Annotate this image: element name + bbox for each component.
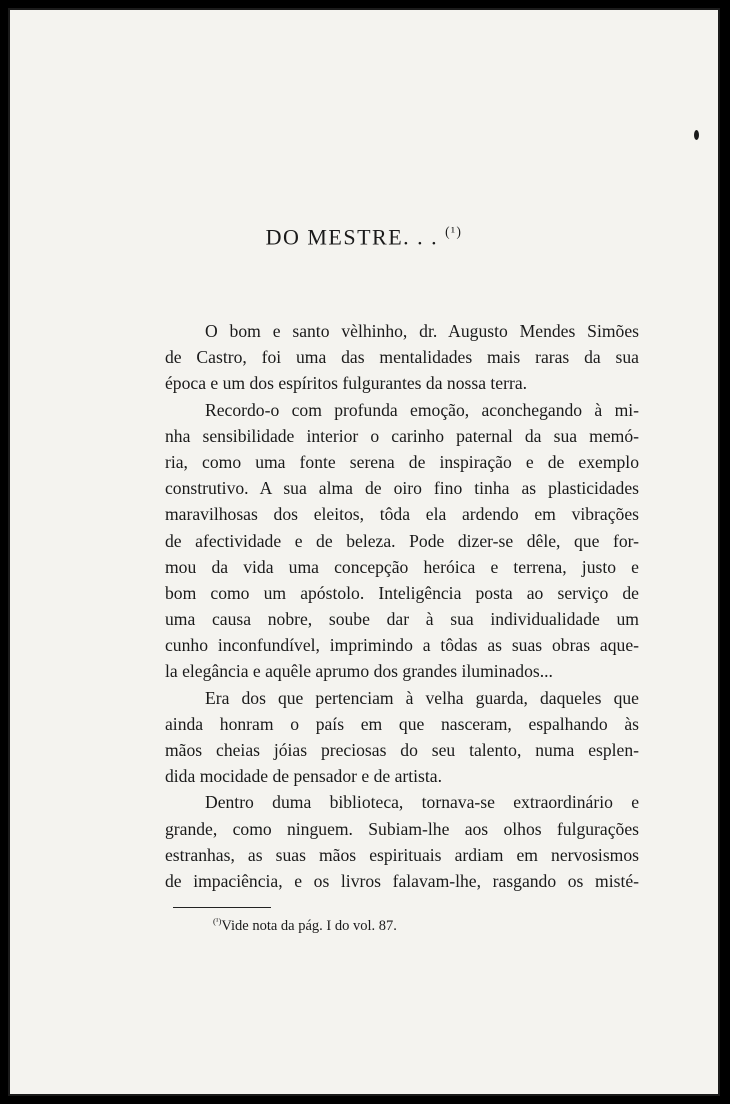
chapter-title-text: DO MESTRE. . . bbox=[265, 224, 439, 250]
footnote-divider bbox=[173, 907, 271, 908]
text-line: de Castro, foi uma das mentalidades mais raras da sua bbox=[165, 347, 639, 368]
text-line: ainda honram o país em que nasceram, espalhando às bbox=[165, 713, 639, 734]
text-line: de afectividade e de beleza. Pode dizer-se dêle, que for- bbox=[165, 530, 639, 551]
text-line: nha sensibilidade interior o carinho paternal da sua memó- bbox=[165, 425, 639, 446]
footnote-text: Vide nota da pág. I do vol. 87. bbox=[221, 917, 397, 934]
chapter-title bbox=[10, 224, 718, 250]
text-line: ria, como uma fonte serena de inspiração e de exemplo bbox=[165, 451, 639, 472]
text-line: estranhas, as suas mãos espirituais ardiam em nervosismos bbox=[165, 844, 639, 865]
body-text bbox=[165, 318, 639, 894]
text-line: dida mocidade de pensador e de artista. bbox=[165, 766, 442, 787]
text-line: mãos cheias jóias preciosas do seu talento, numa esplen- bbox=[165, 740, 639, 760]
text-line: época e um dos espíritos fulgurantes da nossa terra. bbox=[165, 373, 528, 394]
chapter-title-footnote-marker: (¹) bbox=[445, 224, 463, 239]
text-line: grande, como ninguem. Subiam-lhe aos olhos fulgurações bbox=[165, 818, 639, 839]
text-line: Era dos que pertenciam à velha guarda, daqueles que bbox=[205, 687, 639, 708]
text-line: O bom e santo vèlhinho, dr. Augusto Mendes Simões bbox=[205, 321, 639, 341]
text-line: cunho inconfundível, imprimindo a tôdas as suas obras aque- bbox=[165, 635, 639, 656]
text-line: la elegância e aquêle aprumo dos grandes iluminados... bbox=[165, 661, 553, 682]
text-line: Recordo-o com profunda emoção, aconchegando à mi- bbox=[205, 399, 639, 420]
text-line: de impaciência, e os livros falavam-lhe, rasgando os misté- bbox=[165, 870, 639, 891]
text-line: Dentro duma biblioteca, tornava-se extraordinário e bbox=[205, 792, 639, 813]
book-page bbox=[8, 8, 720, 1096]
footnote-marker: (¹) bbox=[213, 916, 222, 926]
text-line: mou da vida uma concepção heróica e terrena, justo e bbox=[165, 556, 639, 577]
text-line: construtivo. A sua alma de oiro fino tinha as plasticidades bbox=[165, 478, 639, 499]
ink-speck-mark bbox=[694, 130, 699, 140]
text-line: uma causa nobre, soube dar à sua individualidade um bbox=[165, 609, 639, 630]
text-line: bom como um apóstolo. Inteligência posta ao serviço de bbox=[165, 582, 639, 603]
text-line: maravilhosas dos eleitos, tôda ela ardendo em vibrações bbox=[165, 504, 639, 525]
footnote bbox=[213, 916, 397, 935]
